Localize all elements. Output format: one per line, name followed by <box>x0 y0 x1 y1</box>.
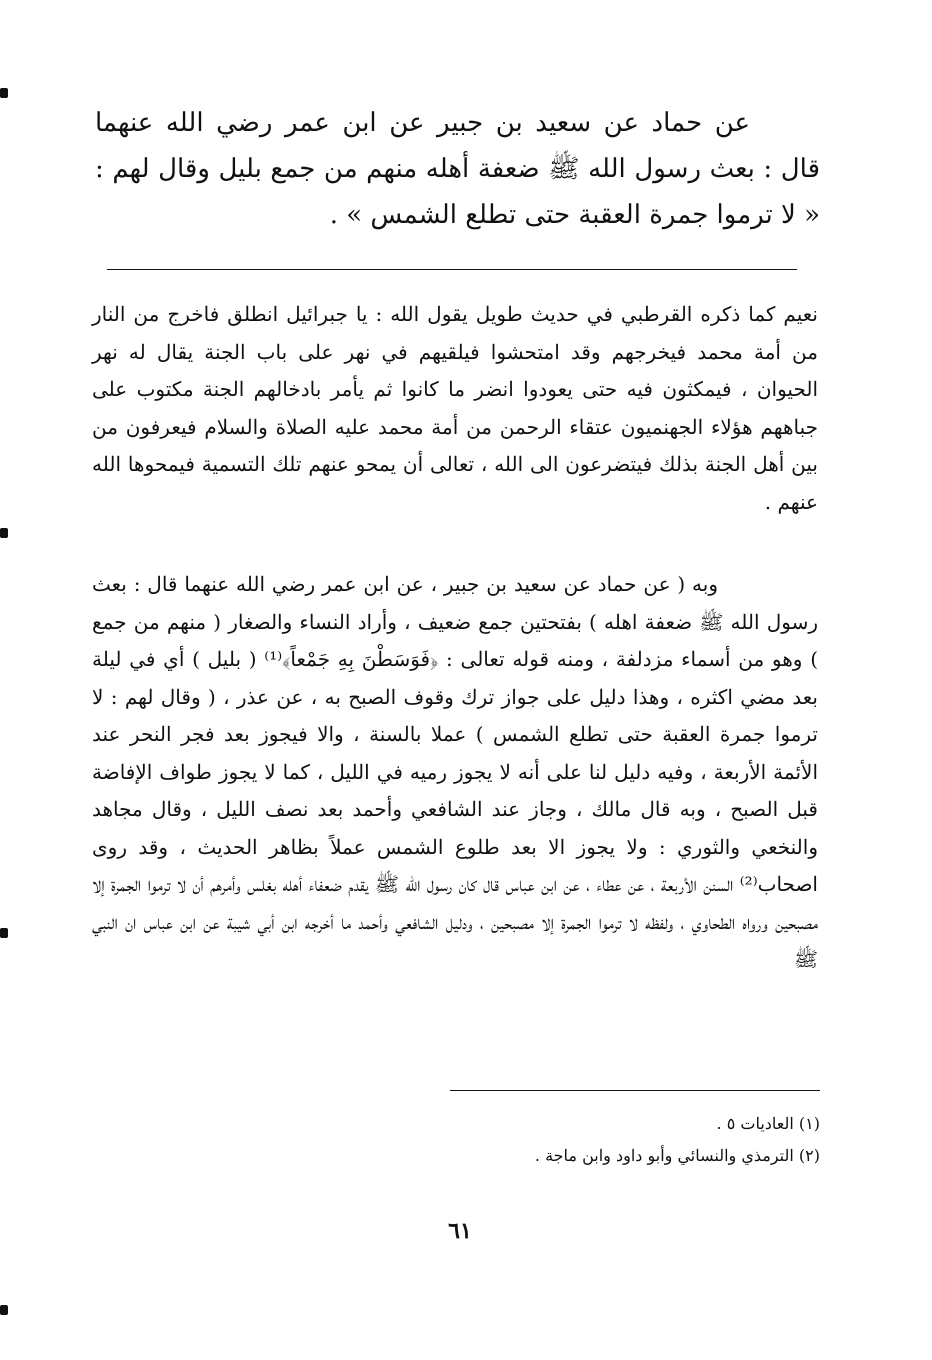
scan-mark <box>0 928 8 938</box>
footnote-1: (١) العاديات ٥ . <box>716 1114 820 1133</box>
scan-mark <box>0 88 8 98</box>
page-number: ٦١ <box>448 1218 472 1244</box>
commentary-paragraph-2 <box>92 566 818 979</box>
hadith-body: عن حماد عن سعيد بن جبير عن ابن عمر رضي الله عنهما قال : بعث رسول الله ﷺ ضعفة أهله منهم من جمع بليل وقال لهم : « لا ترموا جمرة العقبة حتى تطلع الشمس » . <box>95 108 820 230</box>
scan-mark <box>0 1305 8 1315</box>
footnote-separator <box>450 1090 820 1091</box>
hadith-text <box>95 100 820 238</box>
footnotes <box>400 1108 820 1172</box>
commentary-paragraph-2-body: وبه ( عن حماد عن سعيد بن جبير ، عن ابن عمر رضي الله عنهما قال : بعث رسول الله ﷺ ضعفة اهله ) بفتحتين جمع ضعيف ، وأراد النساء والصغار ( منهم من جمع ) وهو من أسماء مزدلفة ، ومنه قوله تعالى : ﴿فَوَسَطْنَ بِهِ جَمْعاً﴾⁽¹⁾ ( بليل ) أي في ليلة بعد مضي اكثره ، وهذا دليل على جواز ترك وقوف الصبح به ، عن عذر ، ( وقال لهم : لا ترموا جمرة العقبة حتى تطلع الشمس ) عملا بالسنة ، والا فيجوز بعد فجر النحر عند الأئمة الأربعة ، وفيه دليل لنا على أنه لا يجوز رميه في الليل ، كما لا يجوز طواف الإفاضة قبل الصبح ، وبه قال مالك ، وجاز عند الشافعي وأحمد بعد نصف الليل ، وقال مجاهد والنخعي والثوري : ولا يجوز الا بعد طلوع الشمس عملاً بظاهر الحديث ، وقد روى اصحاب⁽²⁾ السنن الأربعة ، عن عطاء ، عن ابن عباس قال كان رسول الله ﷺ يقدم ضعفاء أهله بغلس وأمرهم أن لا ترموا الجمرة إلا مصبحين ورواه الطحاوي ، ولفظه لا ترموا الجمرة إلا مصبحين ، ودليل الشافعي وأحمد ما أخرجه ابن أبي شيبة عن ابن عباس ان النبي ﷺ <box>92 572 819 971</box>
scan-mark <box>0 528 8 538</box>
separator-rule <box>107 269 797 270</box>
footnote-2: (٢) الترمذي والنسائي وأبو داود وابن ماجة . <box>534 1146 820 1165</box>
commentary-paragraph-1: نعيم كما ذكره القرطبي في حديث طويل يقول الله : يا جبرائيل انطلق فاخرج من النار من أمة محمد فيخرجهم وقد امتحشوا فيلقيهم في نهر على باب الجنة يقال له نهر الحيوان ، فيمكثون فيه حتى يعودوا انضر ما كانوا ثم يأمر بادخالهم الجنة مكتوب على جباههم هؤلاء الجهنميون عتقاء الرحمن من أمة محمد عليه الصلاة والسلام فيعرفون من بين أهل الجنة بذلك فيتضرعون الى الله ، تعالى أن يمحو عنهم تلك التسمية فيمحوها الله عنهم . <box>92 302 818 514</box>
